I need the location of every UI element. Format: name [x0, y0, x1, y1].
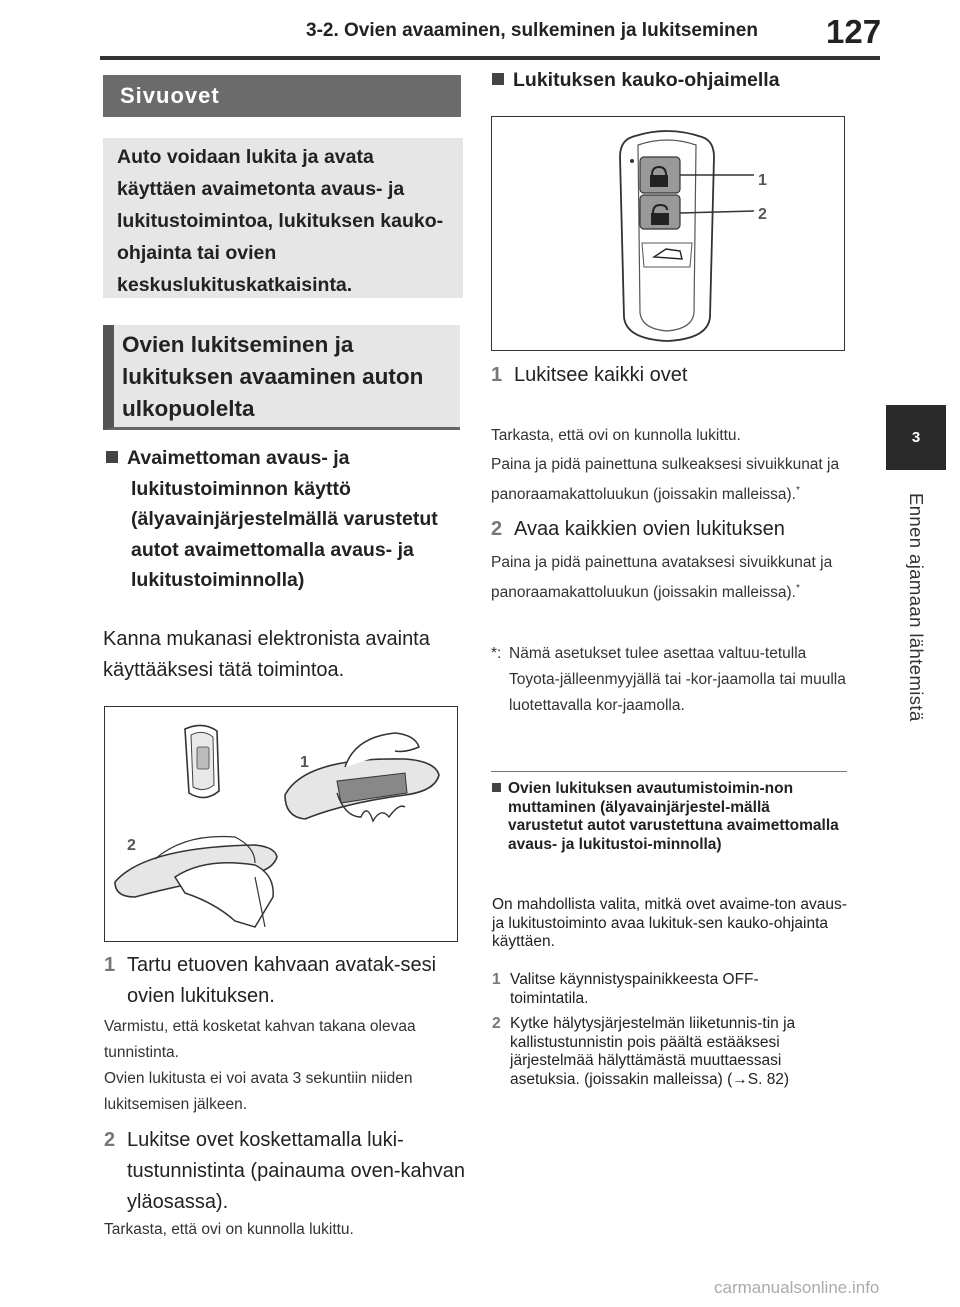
running-header: 3-2. Ovien avaaminen, sulkeminen ja lukitseminen — [306, 20, 758, 41]
remote-key-figure — [491, 116, 845, 351]
settings-step-1: 1 Valitse käynnistyspainikkeesta OFF-toimintatila. — [492, 971, 759, 1007]
figure-label-2: 2 — [758, 206, 767, 223]
lower-door-handle-icon — [115, 836, 277, 927]
square-bullet-icon — [492, 783, 501, 792]
remote-key-illustration — [492, 117, 843, 349]
section-title: Sivuovet — [103, 75, 461, 117]
door-handle-figure — [104, 706, 458, 942]
settings-step-2: 2 Kytke hälytysjärjestelmän liiketunnis-tin ja kallistustunnistin pois päältä estääksesi järjestelmää hälyttämästä muuttaessasi asetuksia. (joissakin malleissa) (→S. 82) — [492, 1015, 796, 1088]
step-2: 2 Lukitse ovet koskettamalla luki-tustunnistinta (painauma oven-kahvan yläosassa). — [104, 1129, 465, 1213]
figure-label-1: 1 — [758, 172, 767, 189]
remote-step-1-note-1: Tarkasta, että ovi on kunnolla lukittu. — [491, 427, 741, 444]
square-bullet-icon — [106, 451, 118, 463]
remote-step-2: 2 Avaa kaikkien ovien lukituksen — [491, 518, 785, 540]
step-1: 1 Tartu etuoven kahvaan avatak-sesi ovien lukituksen. — [104, 954, 437, 1007]
remote-step-1-note-2-text: Paina ja pidä painettuna sulkeaksesi sivuikkunat ja panoraamakattoluukun (joissakin malleissa).* — [491, 456, 840, 504]
page-number: 127 — [826, 13, 882, 50]
chapter-side-label: Ennen ajamaan lähtemistä — [906, 493, 927, 722]
upper-door-handle-icon — [285, 733, 439, 821]
figure-label-1: 1 — [300, 754, 309, 771]
step-2-note: Tarkasta, että ovi on kunnolla lukittu. — [104, 1221, 354, 1238]
step-1-note-2: Ovien lukitusta ei voi avata 3 sekuntiin niiden lukitsemisen jälkeen. — [104, 1070, 413, 1113]
bullet-heading: Avaimettoman avaus- ja lukitustoiminnon käyttö (älyavainjärjestelmällä varustetut autot avaimettomalla avaus- ja lukitustoiminnolla) — [106, 443, 461, 596]
settings-paragraph: On mahdollista valita, mitkä ovet avaime-ton avaus- ja lukitustoiminto avaa lukituk-sen kauko-ohjainta käyttäen. — [492, 896, 847, 950]
body-paragraph: Kanna mukanasi elektronista avainta käyttääksesi tätä toimintoa. — [103, 628, 430, 681]
settings-heading: Ovien lukituksen avautumistoimin-non muttaminen (älyavainjärjestel-mällä varustetut autot varustettuna avaimettomalla avaus- ja lukitustoi-minnolla) — [492, 780, 842, 854]
subsection-title: Ovien lukitseminen ja lukituksen avaaminen auton ulkopuolelta — [103, 325, 460, 430]
section-divider — [491, 771, 847, 772]
remote-heading: Lukituksen kauko-ohjaimella — [492, 69, 780, 92]
door-handle-illustration — [105, 707, 456, 940]
remote-step-1: 1 Lukitsee kaikki ovet — [491, 364, 688, 386]
remote-step-2-note: Paina ja pidä painettuna avataksesi sivuikkunat ja panoraamakattoluukun (joissakin malleissa).* — [491, 554, 833, 602]
footnote: *: Nämä asetukset tulee asettaa valtuu-tetulla Toyota-jälleenmyyjällä tai -kor-jaamolla tai muulla luotettavalla kor-jaamolla. — [491, 645, 846, 714]
watermark: carmanualsonline.info — [714, 1278, 880, 1297]
step-1-note-1: Varmistu, että kosketat kahvan takana olevaa tunnistinta. — [104, 1018, 416, 1061]
section-intro: Auto voidaan lukita ja avata käyttäen avaimetonta avaus- ja lukitustoimintoa, lukituksen kauko-ohjainta tai ovien keskuslukituskatkaisinta. — [103, 138, 463, 298]
figure-label-2: 2 — [127, 837, 136, 854]
square-bullet-icon — [492, 73, 504, 85]
smart-key-icon — [185, 725, 219, 797]
chapter-tab: 3 — [886, 405, 946, 470]
header-rule — [100, 56, 880, 60]
